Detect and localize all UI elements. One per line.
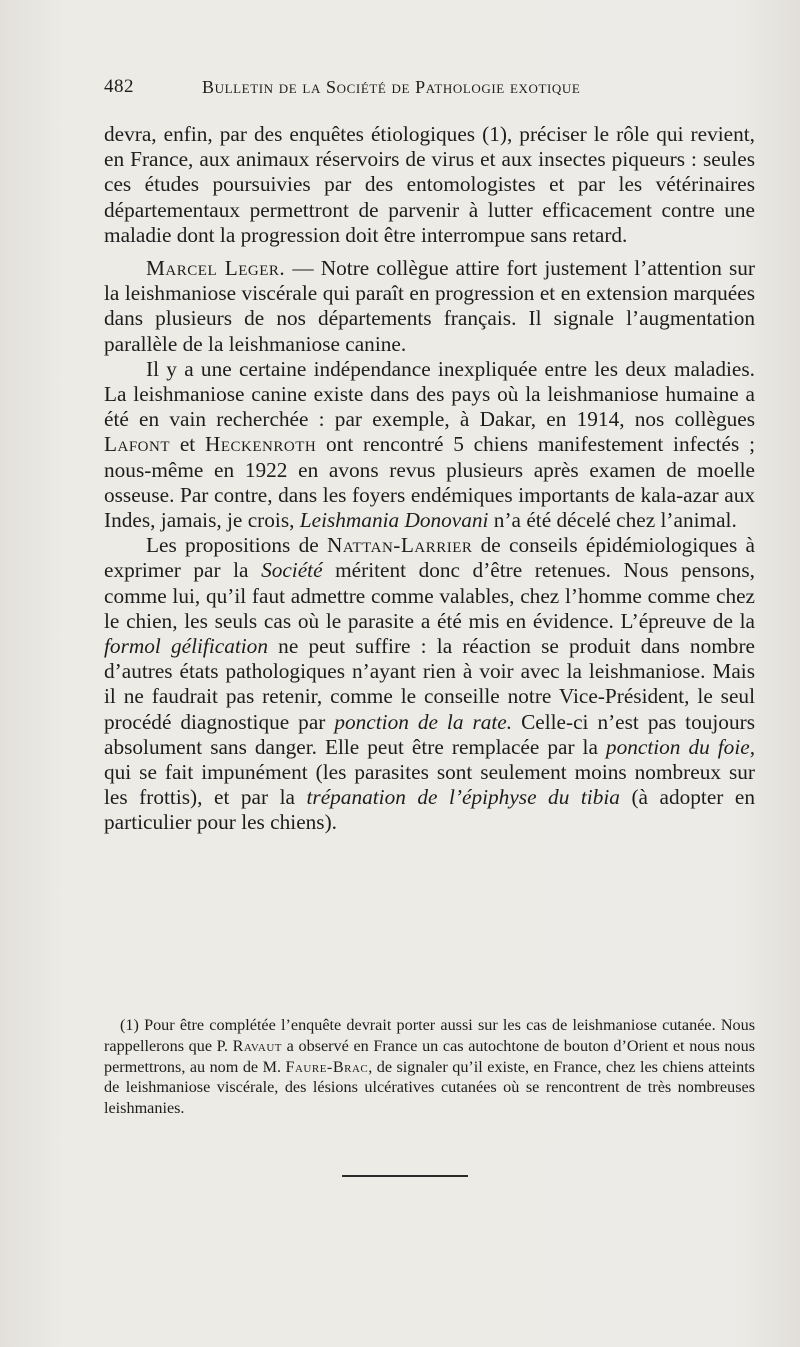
footnote xyxy=(104,1015,755,1119)
p4-text-b: de conseils épidémiologiques à exprimer par la xyxy=(104,533,755,583)
italic-term: trépanation de l’épiphyse du tibia xyxy=(306,785,620,810)
paragraph-4 xyxy=(104,533,755,835)
p3-text-c: ont rencontré 5 chiens manifestement infectés ; nous-même en 1922 en avons revus plusieurs après examen de moelle osseuse. Par contre, dans les foyers endémiques importants de kala-azar aux Indes, jamais, je crois, xyxy=(104,432,755,533)
footnote-text-b: a observé en France un cas autochtone de bouton d’Orient et nous nous permettrons, au nom de M. xyxy=(104,1036,755,1076)
footnote-text-c: , de signaler qu’il existe, en France, chez les chiens atteints de leishmaniose viscérale, des lésions ulcératives cutanées où se rencontrent de très nombreuses leishmanies. xyxy=(104,1057,755,1118)
person-name: Heckenroth xyxy=(205,432,317,457)
author-name: Marcel Leger. xyxy=(146,256,286,281)
italic-term: ponction de la rate. xyxy=(334,709,513,734)
person-name: Nattan-Larrier xyxy=(326,533,473,558)
paragraph-2 xyxy=(104,256,755,357)
p4-text-g: (à adopter en particulier pour les chiens). xyxy=(104,785,755,835)
person-name: Lafont xyxy=(104,432,171,457)
p4-text-f: qui se fait impunément (les parasites sont seulement moins nombreux sur les frottis), et par la xyxy=(104,760,755,810)
p3-text-b: et xyxy=(170,432,205,457)
p4-text-a: Les propositions de xyxy=(146,533,327,558)
main-text xyxy=(104,122,755,836)
section-divider xyxy=(342,1175,468,1177)
paragraph-3 xyxy=(104,357,755,533)
species-name: Leishmania Donovani xyxy=(299,508,489,533)
paragraph-1: devra, enfin, par des enquêtes étiologiques (1), préciser le rôle qui revient, en France, aux animaux réservoirs de virus et aux insectes piqueurs : seules ces études poursuivies par des entomologistes et par les vétérinaires départementaux permettront de parvenir à lutter efficacement contre une maladie dont la progression doit être interrompue sans retard. xyxy=(104,122,755,247)
person-name: Ravaut xyxy=(232,1036,283,1055)
paragraph-2-text: — Notre collègue attire fort justement l’attention sur la leishmaniose viscérale qui paraît en progression et en extension marquées dans plusieurs de nos départements français. Il signale l’augmentation parallèle de la leishmaniose canine. xyxy=(104,256,755,356)
p3-text-a: Il y a une certaine indépendance inexpliquée entre les deux maladies. La leishmaniose canine existe dans des pays où la leishmaniose humaine a été en vain recherchée : par exemple, à Dakar, en 1914, nos collègues xyxy=(104,356,755,432)
footnote-text-a: (1) Pour être complétée l’enquête devrait porter aussi sur les cas de leishmaniose cutanée. Nous rappellerons que P. xyxy=(104,1016,755,1055)
page-number: 482 xyxy=(104,76,134,97)
person-name: Faure-Brac xyxy=(285,1057,369,1076)
p4-text-d: ne peut suffire : la réaction se produit dans nombre d’autres états pathologiques n’ayant rien à voir avec la leishmaniose. Mais il ne faudrait pas retenir, comme le conseille notre Vice-Président, le seul procédé diagnostique par xyxy=(104,634,755,734)
italic-term: formol gélification xyxy=(104,634,268,659)
journal-title: Bulletin de la Société de Pathologie exotique xyxy=(202,77,581,97)
italic-term: Société xyxy=(261,558,323,583)
p4-text-c: méritent donc d’être retenues. Nous pensons, comme lui, qu’il faut admettre comme valables, chez l’homme comme chez le chien, les seuls cas où le parasite a été mis en évidence. L’épreuve de la xyxy=(104,558,756,633)
p4-text-e: Celle-ci n’est pas toujours absolument sans danger. Elle peut être remplacée par la xyxy=(104,709,755,759)
italic-term: ponction du foie, xyxy=(605,734,756,759)
footnote-text xyxy=(104,1015,755,1119)
p3-text-d: n’a été décelé chez l’animal. xyxy=(488,508,737,533)
